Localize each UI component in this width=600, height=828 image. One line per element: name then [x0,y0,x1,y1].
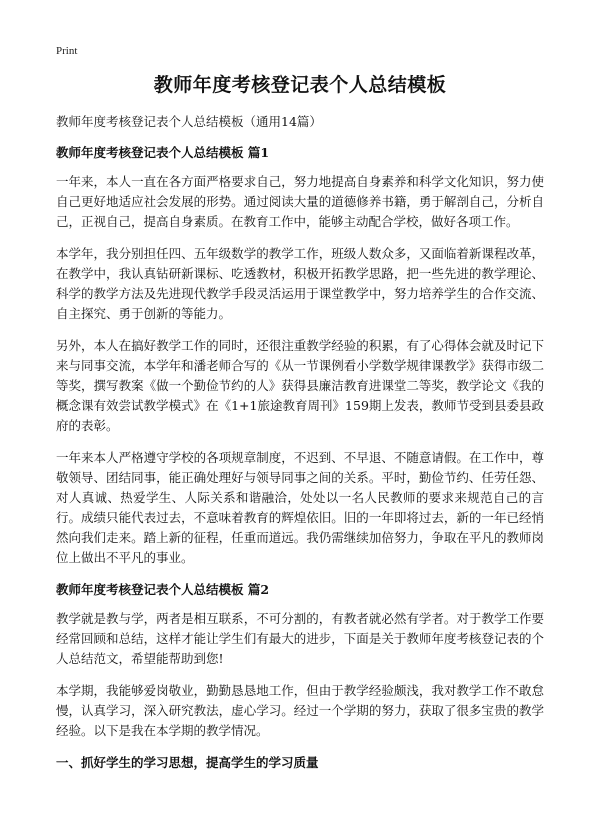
paragraph: 一年来本人严格遵守学校的各项规章制度，不迟到、不早退、不随意请假。在工作中，尊敬领导、团结同事，能正确处理好与领导同事之间的关系。平时，勤俭节约、任劳任怨、对人真诚、热爱学生、人际关系和谐融洽，处处以一名人民教师的要求来规范自己的言行。成绩只能代表过去，不意味着教育的辉煌依旧。旧的一年即将过去，新的一年已经悄然向我们走来。踏上新的征程，任重而道远。我仍需继续加倍努力，争取在平凡的教师岗位上做出不平凡的事业。 [56,450,544,565]
document-title: 教师年度考核登记表个人总结模板 [153,74,447,96]
subsection-heading: 一、抓好学生的学习思想，提高学生的学习质量 [56,755,319,770]
section-heading-2: 教师年度考核登记表个人总结模板 篇2 [56,582,270,597]
paragraph: 本学期，我能够爱岗敬业，勤勤恳恳地工作，但由于教学经验颇浅，我对教学工作不敢怠慢，认真学习，深入研究教法，虚心学习。经过一个学期的努力，获取了很多宝贵的教学经验。以下是我在本学期的教学情况。 [56,683,544,738]
paragraph: 一年来，本人一直在各方面严格要求自己，努力地提高自身素养和科学文化知识，努力使自己更好地适应社会发展的形势。通过阅读大量的道德修养书籍，勇于解剖自己，分析自己，正视自己，提高自身素质。在教育工作中，能够主动配合学校，做好各项工作。 [56,174,544,229]
document-subtitle: 教师年度考核登记表个人总结模板（通用14篇） [56,114,322,129]
paragraph: 教学就是教与学，两者是相互联系，不可分割的，有教者就必然有学者。对于教学工作要经常回顾和总结，这样才能让学生们有最大的进步，下面是关于教师年度考核登记表的个人总结范文，希望能帮助到您! [56,611,544,666]
section-heading-1: 教师年度考核登记表个人总结模板 篇1 [56,145,270,160]
paragraph: 另外，本人在搞好教学工作的同时，还很注重教学经验的积累，有了心得体会就及时记下来与同事交流，本学年和潘老师合写的《从一节课例看小学数学规律课教学》获得市级二等奖，撰写教案《做一个勤俭节约的人》获得县廉洁教育进课堂二等奖，教学论文《我的概念课有效尝试教学模式》在《1+1旅途教育周刊》159期上发表，教师节受到县委县政府的表彰。 [56,338,544,433]
paragraph: 本学年，我分别担任四、五年级数学的教学工作，班级人数众多，又面临着新课程改革，在教学中，我认真钻研新课标、吃透教材，积极开拓教学思路，把一些先进的教学理论、科学的教学方法及先进现代教学手段灵活运用于课堂教学中，努力培养学生的合作交流、自主探究、勇于创新的等能力。 [56,246,544,321]
print-label: Print [56,45,78,57]
